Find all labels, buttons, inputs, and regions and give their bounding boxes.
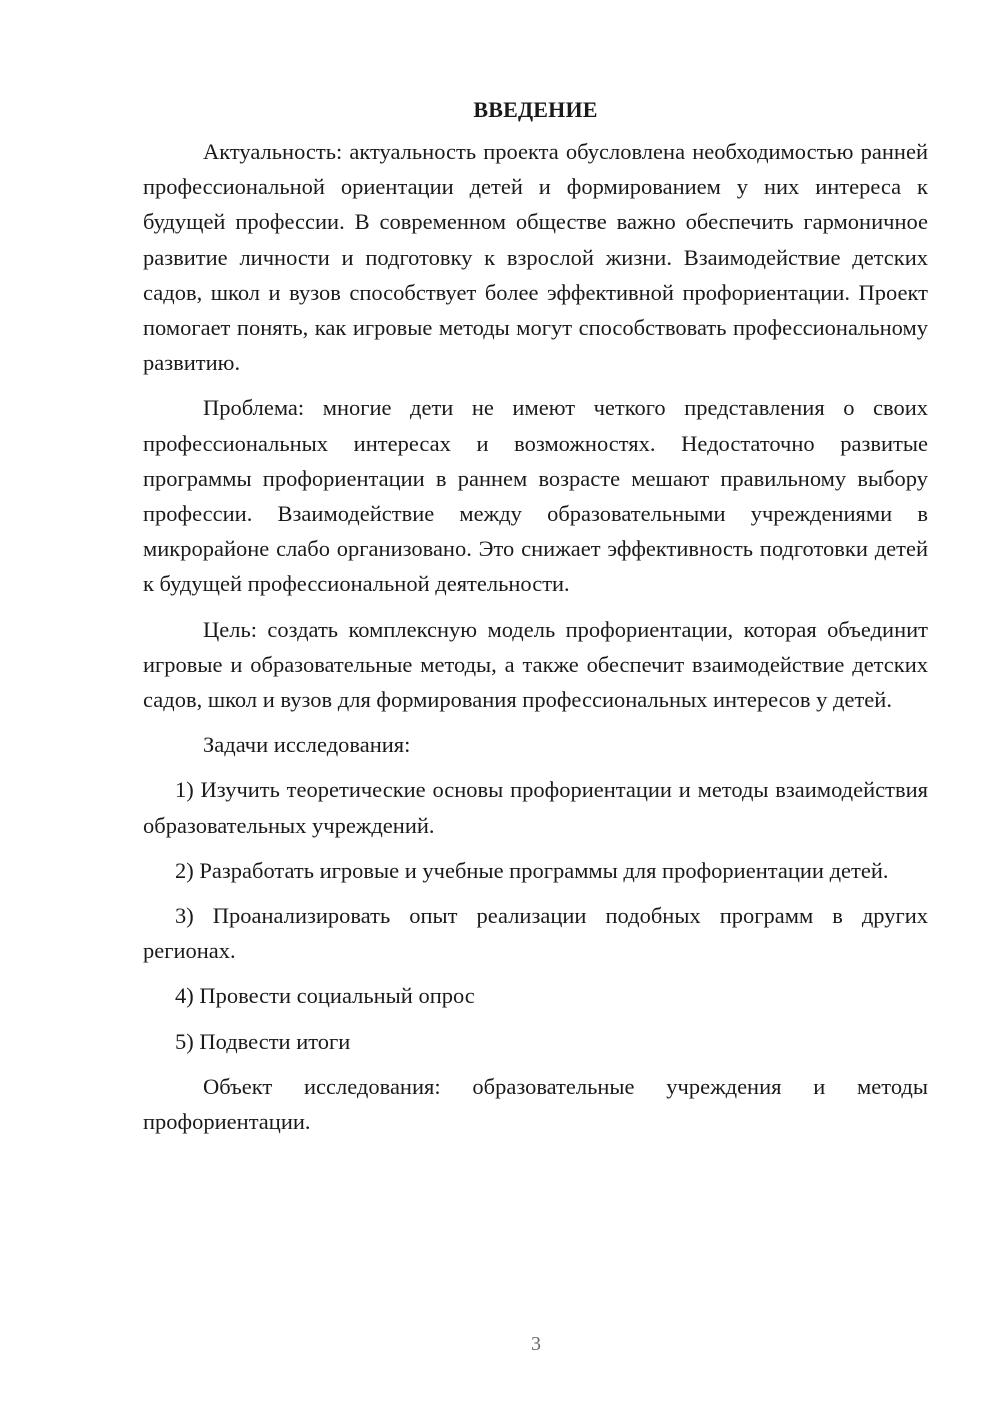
task-item: 3) Проанализировать опыт реализации подобных программ в других регионах. <box>143 903 928 964</box>
problem-paragraph: Проблема: многие дети не имеют четкого представления о своих профессиональных интересах и возможностях. Недостаточно развитые программы профориентации в раннем возрасте мешают правильному выбору профессии. Взаимодействие между образовательными учреждениями в микрорайоне слабо организовано. Это снижает эффективность подготовки детей к будущей профессиональной деятельности. <box>143 395 928 597</box>
relevance-paragraph: Актуальность: актуальность проекта обусловлена необходимостью ранней профессиональной ориентации детей и формированием у них интереса к будущей профессии. В современном обществе важно обеспечить гармоничное развитие личности и подготовку к взрослой жизни. Взаимодействие детских садов, школ и вузов способствует более эффективной профориентации. Проект помогает понять, как игровые методы могут способствовать профессиональному развитию. <box>143 139 928 376</box>
section-title: ВВЕДЕНИЕ <box>473 97 598 122</box>
task-item: 2) Разработать игровые и учебные программы для профориентации детей. <box>175 857 889 883</box>
goal-paragraph: Цель: создать комплексную модель профориентации, которая объединит игровые и образовательные методы, а также обеспечит взаимодействие детских садов, школ и вузов для формирования профессиональных интересов у детей. <box>143 616 928 713</box>
tasks-heading: Задачи исследования: <box>203 732 411 758</box>
task-item: 4) Провести социальный опрос <box>175 983 475 1009</box>
task-item: 5) Подвести итоги <box>175 1028 351 1054</box>
document-page <box>143 90 928 1149</box>
page-number: 3 <box>531 1333 541 1355</box>
task-item: 1) Изучить теоретические основы профориентации и методы взаимодействия образовательных учреждений. <box>143 777 928 838</box>
object-paragraph: Объект исследования: образовательные учреждения и методы профориентации. <box>143 1073 928 1135</box>
